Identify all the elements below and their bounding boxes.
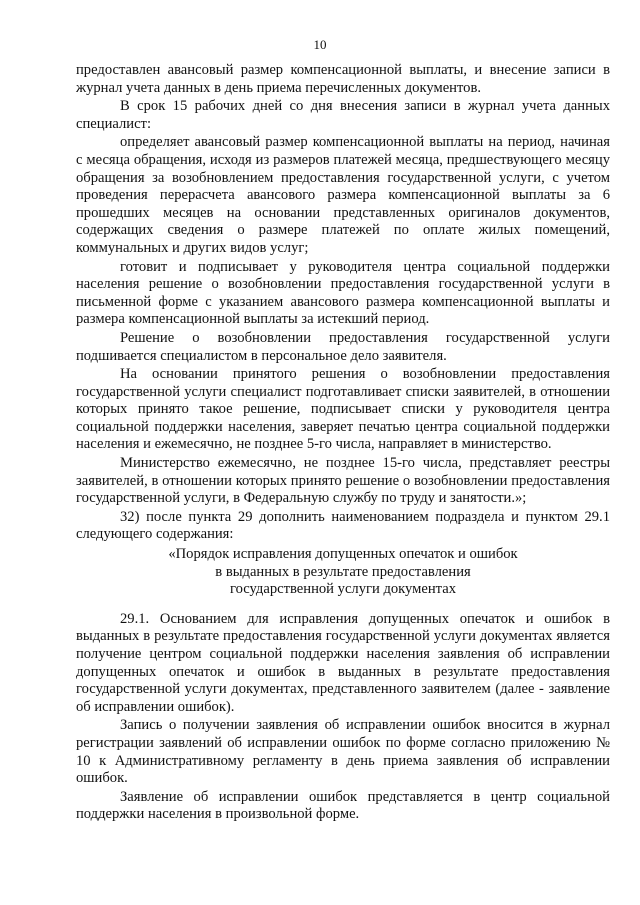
paragraph: Запись о получении заявления об исправлении ошибок вносится в журнал регистрации заявлений об исправлении ошибок по форме согласно приложению № 10 к Административному регламенту в день приема заявления об исправлении ошибок. [76,717,610,787]
paragraph: Министерство ежемесячно, не позднее 15-го числа, представляет реестры заявителей, в отношении которых принято решение о возобновлении предоставления государственной услуги, в Федеральную службу по труду и занятости.»; [76,455,610,507]
paragraph: 32) после пункта 29 дополнить наименованием подраздела и пунктом 29.1 следующего содержания: [76,508,610,543]
paragraph: Заявление об исправлении ошибок представляется в центр социальной поддержки населения в произвольной форме. [76,788,610,823]
paragraph: 29.1. Основанием для исправления допущенных опечаток и ошибок в выданных в результате предоставления государственной услуги документах является получение центром социальной поддержки населения заявления об исправлении допущенных опечаток и ошибок в выданных в результате предоставления государственной услуги документах, представленного заявителем (далее - заявление об исправлении ошибок). [76,610,610,715]
paragraphs-top [76,62,610,544]
paragraph: В срок 15 рабочих дней со дня внесения записи в журнал учета данных специалист: [76,98,610,132]
document-body [76,62,610,825]
section-heading [76,546,610,599]
paragraphs-bottom [76,611,610,824]
paragraph: Решение о возобновлении предоставления государственной услуги подшивается специалистом в персональное дело заявителя. [76,329,610,364]
section-heading-line: в выданных в результате предоставления [215,563,471,580]
page-number: 10 [313,37,327,52]
paragraph: определяет авансовый размер компенсационной выплаты на период, начиная с месяца обращения, исходя из размеров платежей месяца, предшествующего месяцу обращения за возобновлением предоставления государственной услуги, с учетом проведения перерасчета авансового размера компенсационной выплаты за 6 прошедших месяцев на основании представленных оригиналов документов, содержащих сведения о размере платежей по оплате жилых помещений, коммунальных и других видов услуг; [76,134,610,256]
paragraph: готовит и подписывает у руководителя центра социальной поддержки населения решение о возобновлении предоставления государственной услуги в письменной форме с указанием авансового размера компенсационной выплаты и размера компенсационной выплаты за истекший период. [76,258,610,328]
paragraph: На основании принятого решения о возобновлении предоставления государственной услуги специалист подготавливает списки заявителей, в отношении которых принято такое решение, подписывает списки у руководителя центра социальной поддержки населения, заверяет печатью центра социальной поддержки населения и ежемесячно, не позднее 5-го числа, направляет в министерство. [76,366,610,453]
paragraph: предоставлен авансовый размер компенсационной выплаты, и внесение записи в журнал учета данных в день приема перечисленных документов. [76,62,610,96]
section-heading-line: государственной услуги документах [229,581,457,598]
section-heading-line: «Порядок исправления допущенных опечаток и ошибок [168,546,518,563]
